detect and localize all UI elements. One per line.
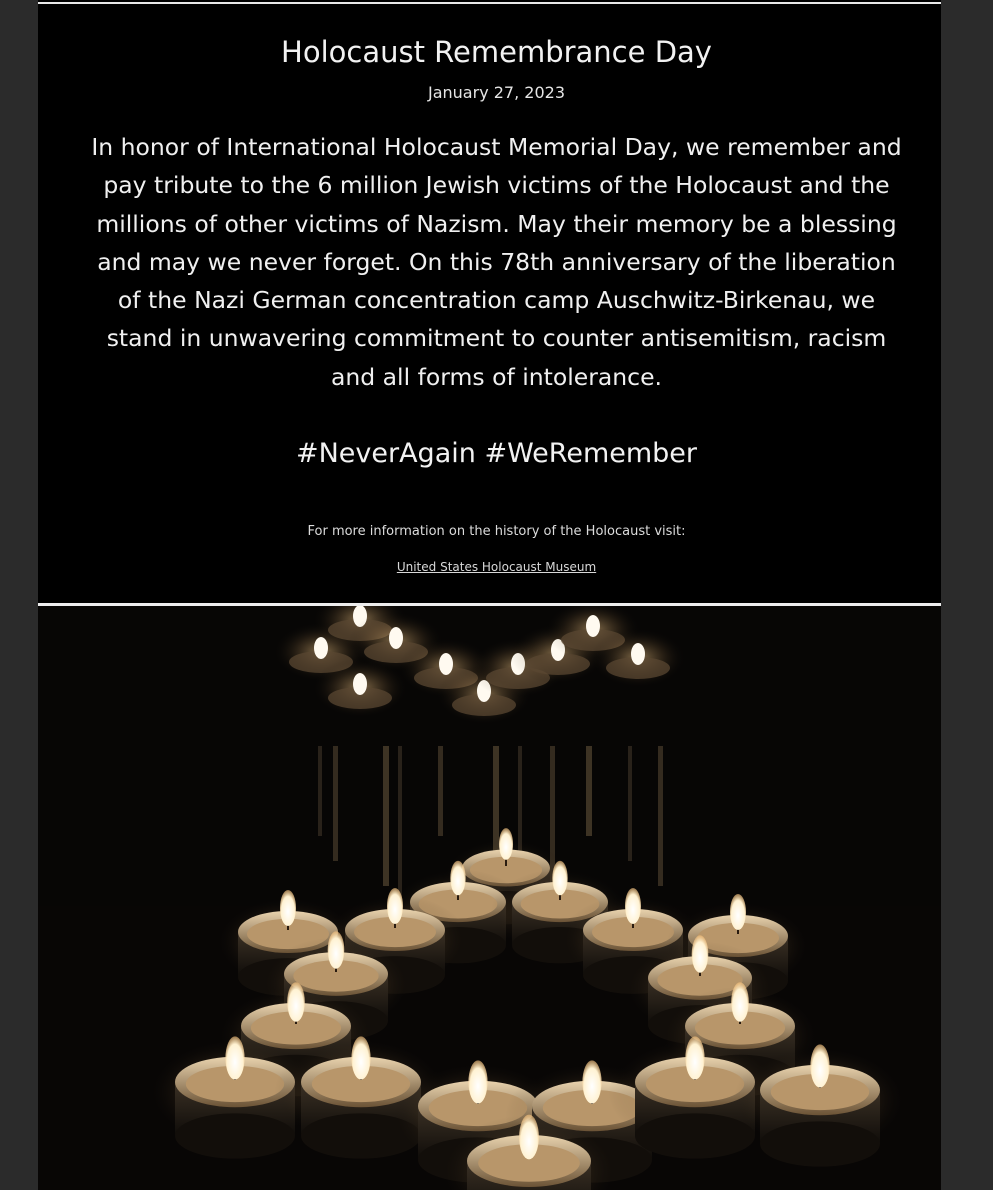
candle-flame <box>351 1036 370 1079</box>
candles-star-of-david-photo <box>38 606 955 1190</box>
distant-flame <box>389 627 403 649</box>
distant-flame <box>353 673 367 695</box>
candle-flame <box>225 1036 244 1079</box>
museum-link[interactable]: United States Holocaust Museum <box>396 560 597 574</box>
candle-flame <box>552 861 567 896</box>
reflection-streak <box>318 746 322 836</box>
scrollbar <box>941 0 955 1190</box>
candle-flame <box>685 1036 704 1079</box>
reflection-streak <box>658 746 663 886</box>
top-divider <box>38 2 955 4</box>
reflection-streak <box>438 746 443 836</box>
candle-flame <box>731 982 749 1022</box>
distant-flame <box>631 643 645 665</box>
reflection-streak <box>333 746 338 861</box>
distant-flame <box>439 653 453 675</box>
candle-flame <box>730 894 746 930</box>
candle-flame <box>328 931 345 968</box>
candle-flame <box>810 1044 829 1087</box>
museum-link-container <box>38 557 955 577</box>
info-text: For more information on the history of the Holocaust visit: <box>307 524 686 539</box>
candle-base <box>175 1113 295 1158</box>
candle-flame <box>499 828 513 860</box>
reflection-streak <box>628 746 632 861</box>
reflection-streak <box>586 746 592 836</box>
candle-flame <box>692 935 709 972</box>
candle-flame <box>280 890 296 926</box>
candle-flame <box>468 1060 487 1103</box>
reflection-streak <box>398 746 402 911</box>
post-title: Holocaust Remembrance Day <box>281 35 712 69</box>
candle-flame <box>625 888 641 924</box>
candle-base <box>760 1121 880 1166</box>
candle-flame <box>287 982 305 1022</box>
distant-flame <box>586 615 600 637</box>
candle-base <box>635 1113 755 1158</box>
post-card <box>38 0 955 1190</box>
candle-flame <box>519 1115 539 1160</box>
hashtags: #NeverAgain #WeRemember <box>295 438 698 469</box>
post-date: January 27, 2023 <box>428 83 565 102</box>
candle-flame <box>387 888 403 924</box>
candle-flame <box>582 1060 601 1103</box>
reflection-streak <box>383 746 389 886</box>
post-body: In honor of International Holocaust Memorial Day, we remember and pay tribute to the 6 million Jewish victims of the Holocaust and the millions of other victims of Nazism. May their memory be a blessing and may we never forget. On this 78th anniversary of the liberation of the Nazi German concentration camp Auschwitz-Birkenau, we stand in unwavering commitment to counter antisemitism, racism and all forms of intolerance. <box>91 133 902 391</box>
candle-flame <box>450 861 465 896</box>
